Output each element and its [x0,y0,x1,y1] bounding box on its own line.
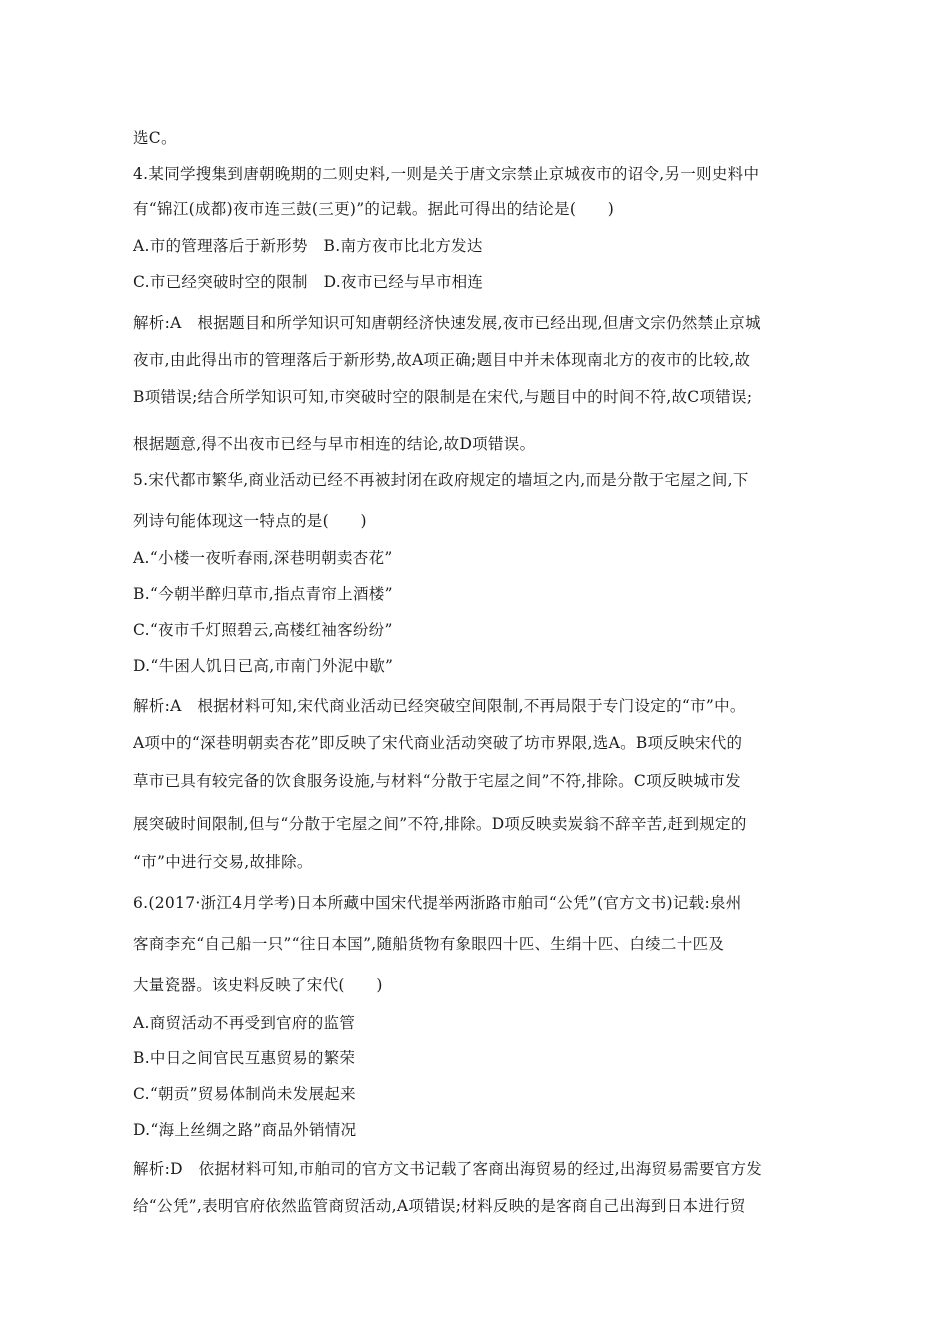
question-5-option-a: A.“小楼一夜听春雨,深巷明朝卖杏花” [133,549,393,567]
question-5-option-d: D.“牛困人饥日已高,市南门外泥中歇” [133,657,394,675]
question-4-options: A.市的管理落后于新形势 B.南方夜市比北方发达 [133,237,483,255]
question-5-option-c: C.“夜市千灯照碧云,高楼红袖客纷纷” [133,621,393,639]
question-5-stem: 5.宋代都市繁华,商业活动已经不再被封闭在政府规定的墙垣之内,而是分散于宅屋之间,下 [133,471,749,489]
question-6-option-a: A.商贸活动不再受到官府的监管 [133,1014,356,1032]
question-4-analysis: 根据题意,得不出夜市已经与早市相连的结论,故D项错误。 [133,435,536,453]
question-6-option-c: C.“朝贡”贸易体制尚未发展起来 [133,1085,356,1103]
question-6-option-d: D.“海上丝绸之路”商品外销情况 [133,1121,357,1139]
question-4-analysis: B项错误;结合所学知识可知,市突破时空的限制是在宋代,与题目中的时间不符,故C项错误; [133,388,753,406]
question-6-analysis: 给“公凭”,表明官府依然监管商贸活动,A项错误;材料反映的是客商自己出海到日本进行贸 [133,1197,746,1215]
question-5-analysis: A项中的“深巷明朝卖杏花”即反映了宋代商业活动突破了坊市界限,选A。B项反映宋代的 [133,734,743,752]
question-5-option-b: B.“今朝半醉归草市,指点青帘上酒楼” [133,585,393,603]
question-4-options: C.市已经突破时空的限制 D.夜市已经与早市相连 [133,273,484,291]
question-5-analysis: 草市已具有较完备的饮食服务设施,与材料“分散于宅屋之间”不符,排除。C项反映城市发 [133,772,741,790]
question-4-analysis: 解析:A 根据题目和所学知识可知唐朝经济快速发展,夜市已经出现,但唐文宗仍然禁止京城 [133,314,761,332]
question-5-analysis: 解析:A 根据材料可知,宋代商业活动已经突破空间限制,不再局限于专门设定的“市”中。 [133,697,746,715]
question-4-analysis: 夜市,由此得出市的管理落后于新形势,故A项正确;题目中并未体现南北方的夜市的比较,故 [133,351,751,369]
question-6-option-b: B.中日之间官民互惠贸易的繁荣 [133,1049,356,1067]
question-5-analysis: “市”中进行交易,故排除。 [133,853,313,871]
question-6-stem: 客商李充“自己船一只”“往日本国”,随船货物有象眼四十匹、生绢十匹、白绫二十匹及 [133,935,725,953]
question-4-stem: 有“锦江(成都)夜市连三鼓(三更)”的记载。据此可得出的结论是( ) [133,200,615,218]
question-6-stem: 大量瓷器。该史料反映了宋代( ) [133,976,383,994]
question-6-stem: 6.(2017·浙江4月学考)日本所藏中国宋代提举两浙路市舶司“公凭”(官方文书)记载:泉州 [133,894,742,912]
question-6-analysis: 解析:D 依据材料可知,市舶司的官方文书记载了客商出海贸易的经过,出海贸易需要官方发 [133,1160,763,1178]
question-4-stem: 4.某同学搜集到唐朝晚期的二则史料,一则是关于唐文宗禁止京城夜市的诏令,另一则史料中 [133,165,760,183]
question-5-analysis: 展突破时间限制,但与“分散于宅屋之间”不符,排除。D项反映卖炭翁不辞辛苦,赶到规定的 [133,815,747,833]
question-5-stem: 列诗句能体现这一特点的是( ) [133,512,367,530]
text-line: 选C。 [133,129,177,147]
